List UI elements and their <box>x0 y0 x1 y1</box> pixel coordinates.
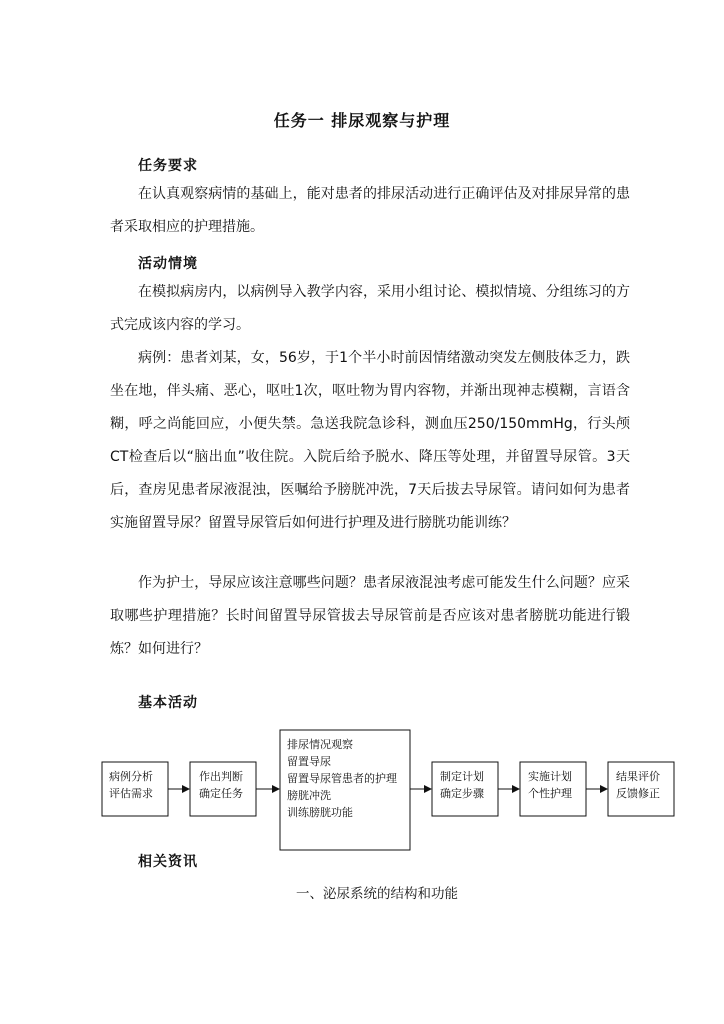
flow-text: 确定任务 <box>199 787 243 800</box>
heading-related-info: 相关资讯 <box>138 854 198 870</box>
heading-basic-activities: 基本活动 <box>138 695 198 711</box>
flow-text: 确定步骤 <box>440 787 484 800</box>
flow-text: 个性护理 <box>528 787 572 800</box>
heading-task-requirements: 任务要求 <box>138 158 198 174</box>
flow-text: 病例分析 <box>109 770 153 783</box>
flow-text: 留置导尿 <box>287 755 331 768</box>
page-title: 任务一 排尿观察与护理 <box>273 111 451 130</box>
flow-text: 制定计划 <box>440 770 484 783</box>
paragraph-scenario-intro: 在模拟病房内，以病例导入教学内容，采用小组讨论、模拟情境、分组练习的方式完成该内容的学习。 <box>110 284 630 333</box>
flow-text: 实施计划 <box>528 770 572 783</box>
flow-text: 训练膀胱功能 <box>287 806 353 819</box>
flow-text: 结果评价 <box>616 770 660 783</box>
heading-activity-scenario: 活动情境 <box>138 256 198 272</box>
flow-text: 评估需求 <box>109 787 153 800</box>
flow-text: 反馈修正 <box>616 787 660 800</box>
flow-text: 作出判断 <box>199 770 243 783</box>
subheading-urinary-system: 一、泌尿系统的结构和功能 <box>296 886 458 902</box>
flow-text: 膀胱冲洗 <box>287 789 331 802</box>
paragraph-nursing-questions: 作为护士，导尿应该注意哪些问题？患者尿液混浊考虑可能发生什么问题？应采取哪些护理措施？长时间留置导尿管拔去导尿管前是否应该对患者膀胱功能进行锻炼？如何进行？ <box>110 575 630 657</box>
flow-text: 排尿情况观察 <box>287 738 353 751</box>
paragraph-requirements: 在认真观察病情的基础上，能对患者的排尿活动进行正确评估及对排尿异常的患者采取相应的护理措施。 <box>110 186 630 235</box>
flow-text: 留置导尿管患者的护理 <box>287 772 397 785</box>
paragraph-case-description: 病例：患者刘某，女，56岁，于1个半小时前因情绪激动突发左侧肢体乏力，跌坐在地，伴头痛、恶心，呕吐1次，呕吐物为胃内容物，并渐出现神志模糊，言语含糊，呼之尚能回应，小便失禁。急送我院急诊科，测血压250/150mmHg，行头颅CT检查后以“脑出血”收住院。入院后给予脱水、降压等处理，并留置导尿管。3天后，查房见患者尿液混浊，医嘱给予膀胱冲洗，7天后拔去导尿管。请问如何为患者实施留置导尿？留置导尿管后如何进行护理及进行膀胱功能训练？ <box>110 350 630 531</box>
